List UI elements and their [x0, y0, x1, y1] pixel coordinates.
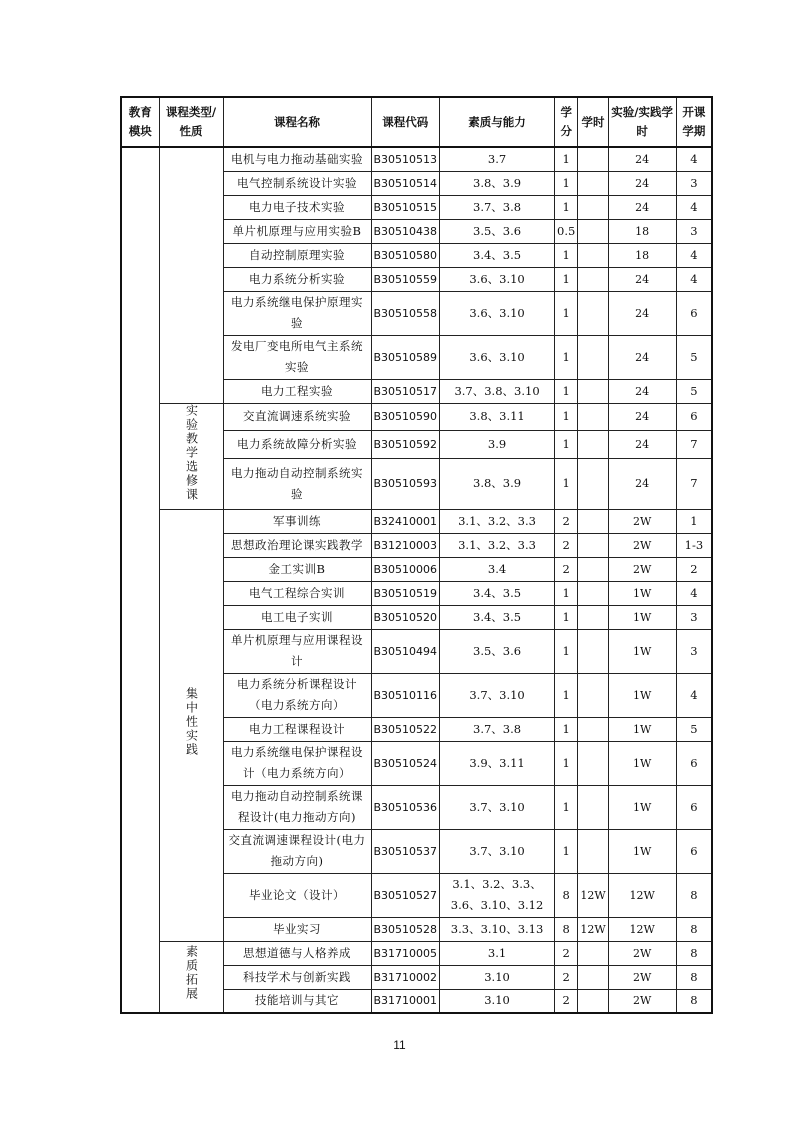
- credit-cell: 1: [555, 717, 578, 741]
- header-module: 教育模块: [121, 97, 159, 147]
- semester-cell: 8: [676, 873, 712, 917]
- header-ability: 素质与能力: [440, 97, 555, 147]
- ability-cell: 3.7、3.8: [440, 195, 555, 219]
- hours-cell: [578, 717, 608, 741]
- credit-cell: 8: [555, 917, 578, 941]
- course-code-cell: B31710002: [371, 965, 440, 989]
- course-code-cell: B30510592: [371, 431, 440, 459]
- hours-cell: [578, 965, 608, 989]
- table-row: [121, 147, 712, 171]
- credit-cell: 2: [555, 965, 578, 989]
- header-semester: 开课学期: [676, 97, 712, 147]
- course-code-cell: B30510537: [371, 829, 440, 873]
- course-code-cell: B30510524: [371, 741, 440, 785]
- practice-hours-cell: 24: [608, 171, 676, 195]
- header-practice-hours: 实验/实践学时: [608, 97, 676, 147]
- course-name-cell: 电工电子实训: [223, 605, 371, 629]
- credit-cell: 1: [555, 741, 578, 785]
- practice-hours-cell: 24: [608, 379, 676, 403]
- hours-cell: [578, 458, 608, 509]
- course-name-cell: 思想政治理论课实践教学: [223, 533, 371, 557]
- course-code-cell: B30510593: [371, 458, 440, 509]
- course-code-cell: B32410001: [371, 509, 440, 533]
- hours-cell: [578, 829, 608, 873]
- ability-cell: 3.7、3.8: [440, 717, 555, 741]
- semester-cell: 7: [676, 431, 712, 459]
- semester-cell: 3: [676, 219, 712, 243]
- practice-hours-cell: 24: [608, 458, 676, 509]
- table-row: [121, 509, 712, 533]
- hours-cell: 12W: [578, 917, 608, 941]
- course-code-cell: B30510559: [371, 267, 440, 291]
- practice-hours-cell: 18: [608, 219, 676, 243]
- course-name-cell: 技能培训与其它: [223, 989, 371, 1013]
- ability-cell: 3.7、3.10: [440, 785, 555, 829]
- credit-cell: 2: [555, 509, 578, 533]
- course-name-cell: 单片机原理与应用实验B: [223, 219, 371, 243]
- ability-cell: 3.6、3.10: [440, 291, 555, 335]
- course-code-cell: B30510528: [371, 917, 440, 941]
- semester-cell: 5: [676, 335, 712, 379]
- credit-cell: 1: [555, 403, 578, 431]
- credit-cell: 2: [555, 533, 578, 557]
- course-code-cell: B30510589: [371, 335, 440, 379]
- hours-cell: [578, 581, 608, 605]
- credit-cell: 1: [555, 581, 578, 605]
- ability-cell: 3.4: [440, 557, 555, 581]
- ability-cell: 3.10: [440, 989, 555, 1013]
- semester-cell: 8: [676, 965, 712, 989]
- course-name-cell: 军事训练: [223, 509, 371, 533]
- course-code-cell: B30510527: [371, 873, 440, 917]
- credit-cell: 1: [555, 829, 578, 873]
- header-name: 课程名称: [223, 97, 371, 147]
- semester-cell: 4: [676, 673, 712, 717]
- practice-hours-cell: 2W: [608, 965, 676, 989]
- course-code-cell: B30510517: [371, 379, 440, 403]
- semester-cell: 8: [676, 941, 712, 965]
- course-code-cell: B30510514: [371, 171, 440, 195]
- practice-hours-cell: 1W: [608, 673, 676, 717]
- course-name-cell: 自动控制原理实验: [223, 243, 371, 267]
- course-code-cell: B30510438: [371, 219, 440, 243]
- ability-cell: 3.8、3.11: [440, 403, 555, 431]
- practice-hours-cell: 2W: [608, 941, 676, 965]
- course-name-cell: 毕业论文（设计）: [223, 873, 371, 917]
- course-code-cell: B30510116: [371, 673, 440, 717]
- credit-cell: 1: [555, 291, 578, 335]
- hours-cell: [578, 403, 608, 431]
- course-code-cell: B30510536: [371, 785, 440, 829]
- credit-cell: 1: [555, 243, 578, 267]
- practice-hours-cell: 1W: [608, 581, 676, 605]
- ability-cell: 3.4、3.5: [440, 243, 555, 267]
- hours-cell: [578, 941, 608, 965]
- ability-cell: 3.8、3.9: [440, 458, 555, 509]
- practice-hours-cell: 2W: [608, 557, 676, 581]
- semester-cell: 5: [676, 717, 712, 741]
- credit-cell: 1: [555, 195, 578, 219]
- ability-cell: 3.7: [440, 147, 555, 171]
- course-code-cell: B30510520: [371, 605, 440, 629]
- curriculum-table: [120, 96, 713, 1014]
- semester-cell: 1-3: [676, 533, 712, 557]
- hours-cell: [578, 335, 608, 379]
- semester-cell: 4: [676, 243, 712, 267]
- practice-hours-cell: 1W: [608, 629, 676, 673]
- hours-cell: [578, 741, 608, 785]
- course-name-cell: 电机与电力拖动基础实验: [223, 147, 371, 171]
- hours-cell: 12W: [578, 873, 608, 917]
- course-name-cell: 电力工程课程设计: [223, 717, 371, 741]
- course-code-cell: B30510494: [371, 629, 440, 673]
- ability-cell: 3.4、3.5: [440, 581, 555, 605]
- type-cell-quality: [159, 941, 223, 1013]
- course-name-cell: 电力电子技术实验: [223, 195, 371, 219]
- credit-cell: 1: [555, 335, 578, 379]
- credit-cell: 0.5: [555, 219, 578, 243]
- semester-cell: 4: [676, 267, 712, 291]
- type-label-quality: 素质拓展: [184, 945, 199, 1002]
- semester-cell: 6: [676, 403, 712, 431]
- credit-cell: 1: [555, 673, 578, 717]
- course-code-cell: B31710005: [371, 941, 440, 965]
- course-name-cell: 单片机原理与应用课程设计: [223, 629, 371, 673]
- course-code-cell: B30510515: [371, 195, 440, 219]
- credit-cell: 2: [555, 941, 578, 965]
- course-name-cell: 电力系统继电保护原理实验: [223, 291, 371, 335]
- ability-cell: 3.5、3.6: [440, 629, 555, 673]
- hours-cell: [578, 989, 608, 1013]
- type-cell-blank: [159, 147, 223, 403]
- practice-hours-cell: 2W: [608, 533, 676, 557]
- semester-cell: 3: [676, 171, 712, 195]
- semester-cell: 6: [676, 741, 712, 785]
- course-code-cell: B30510580: [371, 243, 440, 267]
- semester-cell: 6: [676, 291, 712, 335]
- practice-hours-cell: 12W: [608, 873, 676, 917]
- credit-cell: 1: [555, 785, 578, 829]
- course-name-cell: 毕业实习: [223, 917, 371, 941]
- course-name-cell: 发电厂变电所电气主系统实验: [223, 335, 371, 379]
- course-name-cell: 金工实训B: [223, 557, 371, 581]
- practice-hours-cell: 1W: [608, 829, 676, 873]
- practice-hours-cell: 1W: [608, 717, 676, 741]
- hours-cell: [578, 171, 608, 195]
- hours-cell: [578, 605, 608, 629]
- ability-cell: 3.3、3.10、3.13: [440, 917, 555, 941]
- course-code-cell: B31210003: [371, 533, 440, 557]
- credit-cell: 8: [555, 873, 578, 917]
- course-code-cell: B30510590: [371, 403, 440, 431]
- course-name-cell: 电力系统故障分析实验: [223, 431, 371, 459]
- credit-cell: 1: [555, 431, 578, 459]
- module-cell: [121, 147, 159, 1013]
- header-credit: 学分: [555, 97, 578, 147]
- semester-cell: 3: [676, 605, 712, 629]
- credit-cell: 1: [555, 379, 578, 403]
- hours-cell: [578, 243, 608, 267]
- hours-cell: [578, 379, 608, 403]
- type-label-experiment: 实验教学选修课: [184, 403, 199, 502]
- credit-cell: 1: [555, 267, 578, 291]
- credit-cell: 1: [555, 171, 578, 195]
- course-code-cell: B31710001: [371, 989, 440, 1013]
- semester-cell: 2: [676, 557, 712, 581]
- semester-cell: 4: [676, 147, 712, 171]
- hours-cell: [578, 629, 608, 673]
- practice-hours-cell: 1W: [608, 785, 676, 829]
- hours-cell: [578, 557, 608, 581]
- ability-cell: 3.7、3.10: [440, 829, 555, 873]
- practice-hours-cell: 12W: [608, 917, 676, 941]
- course-name-cell: 电力系统分析课程设计（电力系统方向）: [223, 673, 371, 717]
- header-code: 课程代码: [371, 97, 440, 147]
- hours-cell: [578, 533, 608, 557]
- ability-cell: 3.1、3.2、3.3、3.6、3.10、3.12: [440, 873, 555, 917]
- ability-cell: 3.5、3.6: [440, 219, 555, 243]
- table-row: [121, 403, 712, 431]
- course-name-cell: 思想道德与人格养成: [223, 941, 371, 965]
- hours-cell: [578, 147, 608, 171]
- ability-cell: 3.6、3.10: [440, 267, 555, 291]
- practice-hours-cell: 24: [608, 267, 676, 291]
- course-name-cell: 电气工程综合实训: [223, 581, 371, 605]
- ability-cell: 3.6、3.10: [440, 335, 555, 379]
- type-label-concentrated: 集中性实践: [184, 686, 199, 757]
- ability-cell: 3.8、3.9: [440, 171, 555, 195]
- semester-cell: 3: [676, 629, 712, 673]
- ability-cell: 3.1: [440, 941, 555, 965]
- practice-hours-cell: 24: [608, 147, 676, 171]
- course-name-cell: 科技学术与创新实践: [223, 965, 371, 989]
- type-cell-experiment: [159, 403, 223, 509]
- course-name-cell: 交直流调速课程设计(电力拖动方向): [223, 829, 371, 873]
- semester-cell: 6: [676, 785, 712, 829]
- hours-cell: [578, 431, 608, 459]
- course-name-cell: 电力工程实验: [223, 379, 371, 403]
- practice-hours-cell: 24: [608, 335, 676, 379]
- header-row: [121, 97, 712, 147]
- hours-cell: [578, 219, 608, 243]
- course-name-cell: 交直流调速系统实验: [223, 403, 371, 431]
- course-code-cell: B30510513: [371, 147, 440, 171]
- ability-cell: 3.4、3.5: [440, 605, 555, 629]
- credit-cell: 1: [555, 605, 578, 629]
- semester-cell: 8: [676, 917, 712, 941]
- ability-cell: 3.1、3.2、3.3: [440, 533, 555, 557]
- semester-cell: 6: [676, 829, 712, 873]
- course-code-cell: B30510519: [371, 581, 440, 605]
- hours-cell: [578, 785, 608, 829]
- semester-cell: 7: [676, 458, 712, 509]
- course-code-cell: B30510006: [371, 557, 440, 581]
- credit-cell: 2: [555, 989, 578, 1013]
- ability-cell: 3.7、3.8、3.10: [440, 379, 555, 403]
- hours-cell: [578, 673, 608, 717]
- semester-cell: 5: [676, 379, 712, 403]
- practice-hours-cell: 1W: [608, 741, 676, 785]
- semester-cell: 8: [676, 989, 712, 1013]
- ability-cell: 3.10: [440, 965, 555, 989]
- semester-cell: 4: [676, 195, 712, 219]
- hours-cell: [578, 267, 608, 291]
- table-row: [121, 941, 712, 965]
- ability-cell: 3.1、3.2、3.3: [440, 509, 555, 533]
- hours-cell: [578, 195, 608, 219]
- page-number: 11: [393, 1038, 406, 1052]
- credit-cell: 1: [555, 458, 578, 509]
- header-type: 课程类型/性质: [159, 97, 223, 147]
- practice-hours-cell: 18: [608, 243, 676, 267]
- ability-cell: 3.7、3.10: [440, 673, 555, 717]
- practice-hours-cell: 2W: [608, 509, 676, 533]
- hours-cell: [578, 291, 608, 335]
- practice-hours-cell: 2W: [608, 989, 676, 1013]
- header-hours: 学时: [578, 97, 608, 147]
- practice-hours-cell: 24: [608, 431, 676, 459]
- course-name-cell: 电力系统分析实验: [223, 267, 371, 291]
- course-name-cell: 电力拖动自动控制系统课程设计(电力拖动方向): [223, 785, 371, 829]
- type-cell-concentrated: [159, 509, 223, 941]
- course-code-cell: B30510558: [371, 291, 440, 335]
- course-name-cell: 电力系统继电保护课程设计（电力系统方向）: [223, 741, 371, 785]
- course-name-cell: 电气控制系统设计实验: [223, 171, 371, 195]
- credit-cell: 1: [555, 147, 578, 171]
- practice-hours-cell: 24: [608, 291, 676, 335]
- course-name-cell: 电力拖动自动控制系统实验: [223, 458, 371, 509]
- semester-cell: 4: [676, 581, 712, 605]
- ability-cell: 3.9、3.11: [440, 741, 555, 785]
- course-code-cell: B30510522: [371, 717, 440, 741]
- practice-hours-cell: 1W: [608, 605, 676, 629]
- hours-cell: [578, 509, 608, 533]
- practice-hours-cell: 24: [608, 403, 676, 431]
- ability-cell: 3.9: [440, 431, 555, 459]
- credit-cell: 2: [555, 557, 578, 581]
- practice-hours-cell: 24: [608, 195, 676, 219]
- semester-cell: 1: [676, 509, 712, 533]
- credit-cell: 1: [555, 629, 578, 673]
